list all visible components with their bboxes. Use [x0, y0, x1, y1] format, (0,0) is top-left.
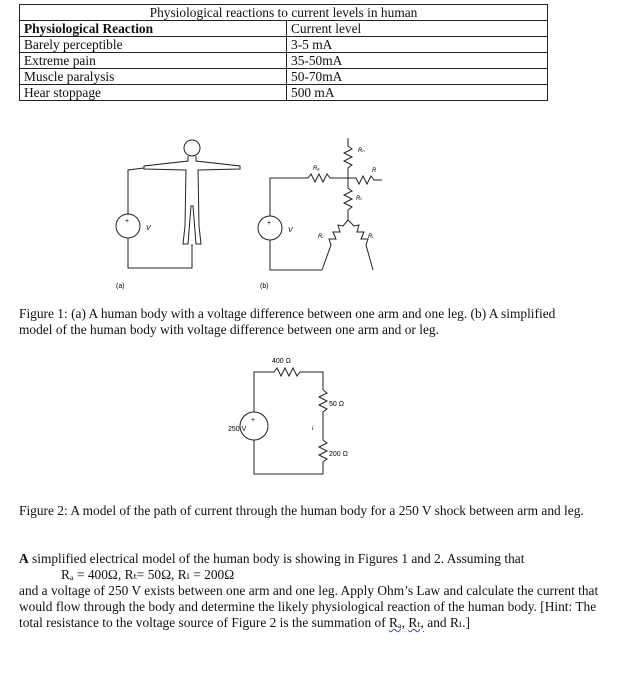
figure-2-caption: Figure 2: A model of the path of current through the human body for a 250 V shock between arm and leg. — [19, 503, 584, 518]
table-caption: Physiological reactions to current levels in human — [20, 5, 548, 21]
rt-term: Rₜ, — [408, 615, 424, 630]
label-200-ohm: 200 Ω — [329, 451, 348, 458]
table-row — [20, 69, 548, 85]
cell-reaction: Barely perceptible — [20, 37, 287, 53]
figure-1b-label: (b) — [260, 283, 269, 290]
label-250-v: 250 V — [228, 426, 247, 433]
label-rl-right: Rₗ — [368, 234, 374, 240]
label-rl-left: Rₗ — [318, 234, 324, 240]
header-current-level: Current level — [287, 21, 548, 37]
table-row — [20, 53, 548, 69]
current-levels-table — [19, 4, 548, 101]
resistance-values: Rₐ = 400Ω, Rₜ= 50Ω, Rₗ = 200Ω — [61, 567, 235, 582]
problem-line-1: simplified electrical model of the human body is showing in Figures 1 and 2. Assuming that — [28, 551, 525, 566]
problem-statement — [19, 551, 599, 631]
cell-reaction: Hear stoppage — [20, 85, 287, 101]
cell-current: 35-50mA — [287, 53, 548, 69]
plus-sign-a: + — [125, 218, 130, 225]
human-body-figure — [144, 140, 240, 244]
rl-term: Rₗ.] — [449, 615, 470, 630]
label-ra: Rₐ — [313, 166, 320, 172]
cell-reaction: Muscle paralysis — [20, 69, 287, 85]
table-row — [20, 85, 548, 101]
cell-current: 50-70mA — [287, 69, 548, 85]
and-text: and — [423, 615, 450, 630]
header-reaction: Physiological Reaction — [20, 21, 287, 37]
plus-sign: + — [251, 417, 256, 424]
label-current-i: i — [312, 426, 314, 432]
cell-current: 500 mA — [287, 85, 548, 101]
label-rn: Rₙ — [358, 148, 365, 154]
label-r: R — [372, 168, 377, 174]
cell-reaction: Extreme pain — [20, 53, 287, 69]
source-label-b: V — [288, 227, 293, 234]
label-400-ohm: 400 Ω — [272, 358, 291, 365]
label-rt: Rₜ — [356, 196, 363, 202]
figure-1-diagram — [100, 128, 400, 300]
plus-sign-b: + — [267, 220, 272, 227]
problem-body: and a voltage of 250 V exists between one arm and one leg. Apply Ohm’s Law and calculate the current that would flow through the body and determine the likely physiological reaction of the human body. [Hint: The total resistance to the voltage source of Figure 2 is the summation of — [19, 583, 599, 630]
ra-term: Rₐ, — [389, 615, 405, 630]
cell-current: 3-5 mA — [287, 37, 548, 53]
source-label-a: V — [146, 225, 151, 232]
table-row — [20, 37, 548, 53]
lead-letter: A — [19, 551, 29, 566]
label-50-ohm: 50 Ω — [329, 401, 344, 408]
figure-1-caption: Figure 1: (a) A human body with a voltage difference between one arm and one leg. (b) A simplified model of the human body with voltage difference between one arm and or leg. — [19, 306, 556, 337]
figure-1a-label: (a) — [116, 283, 125, 290]
figure-2-diagram — [228, 352, 368, 482]
